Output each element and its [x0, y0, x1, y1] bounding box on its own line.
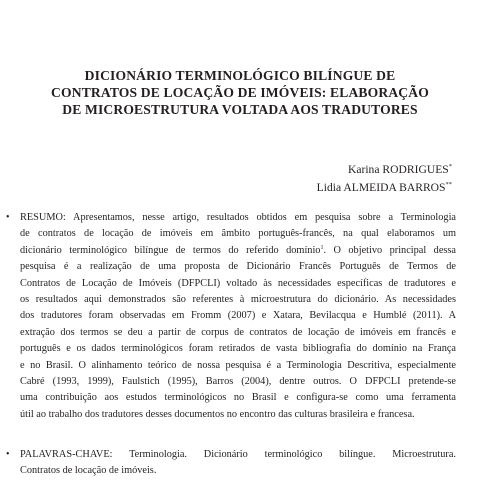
- author-2: [317, 179, 452, 197]
- footnote-mark: 1: [320, 244, 324, 251]
- author-footnote-mark: *: [448, 163, 452, 170]
- keywords-paragraph: [20, 447, 456, 480]
- abstract-line: [20, 243, 456, 259]
- abstract-line: dos tradutores foram observadas em Fromm (2007) e Xatara, Bevilacqua e Humblé (2011). A: [20, 310, 456, 322]
- abstract-line: extração dos termos se deu a partir de corpus de contratos de locação de imóveis em francês e: [20, 326, 456, 338]
- abstract-line: RESUMO: Apresentamos, nesse artigo, resultados obtidos em pesquisa sobre a Terminologia: [20, 212, 456, 223]
- abstract-line: Cabré (1993, 1999), Faulstich (1995), Barros (2004), dentre outros. O DFPCLI pretende-se: [20, 376, 456, 388]
- abstract-line-text: dicionário terminológico bilíngue de termos do referido domínio: [20, 244, 321, 256]
- author-list: [317, 161, 452, 197]
- abstract-line: os resultados aqui demonstrados são referentes à microestrutura do dicionário. As necessidades: [20, 294, 456, 306]
- bullet-icon: •: [6, 449, 10, 460]
- article-title: [20, 68, 460, 118]
- abstract-line-text: . O objetivo principal dessa: [323, 244, 456, 256]
- abstract-line: de contratos de locação de imóveis em âmbito português-francês, na qual elaboramos um: [20, 228, 456, 240]
- author-footnote-mark: **: [445, 181, 452, 188]
- keywords-line: Contratos de locação de imóveis.: [20, 465, 157, 477]
- abstract-line: pesquisa é a realização de uma proposta de Dicionário Francês Português de Termos de: [20, 261, 456, 273]
- title-line-1: DICIONÁRIO TERMINOLÓGICO BILÍNGUE DE: [84, 68, 396, 83]
- abstract-line: português e os dados terminológicos foram retirados de vasta bibliografia do domínio na França: [20, 343, 456, 355]
- abstract-line: Contratos de Locação de Imóveis (DFPCLI) voltado às necessidades específicas de tradutores e: [20, 277, 456, 289]
- keywords-line: PALAVRAS-CHAVE: Terminologia. Dicionário terminológico bilíngue. Microestrutura.: [20, 449, 456, 460]
- bullet-icon: •: [6, 212, 10, 223]
- abstract-line: e no Brasil. O alinhamento teórico de nossa pesquisa é a Terminologia Descritiva, especialmente: [20, 359, 456, 371]
- title-line-2: CONTRATOS DE LOCAÇÃO DE IMÓVEIS: ELABORAÇÃO: [51, 84, 429, 100]
- abstract-line: uma contribuição aos estudos terminológicos no Brasil e configura-se como uma ferramenta: [20, 392, 456, 404]
- abstract-line: útil ao trabalho dos tradutores desses documentos no encontro das culturas brasileira e francesa.: [20, 408, 415, 420]
- author-name: Karina RODRIGUES: [347, 163, 449, 176]
- author-1: [317, 161, 452, 179]
- title-line-3: DE MICROESTRUTURA VOLTADA AOS TRADUTORES: [62, 101, 418, 117]
- abstract-paragraph: [20, 210, 456, 423]
- author-name: Lidia ALMEIDA BARROS: [316, 181, 446, 194]
